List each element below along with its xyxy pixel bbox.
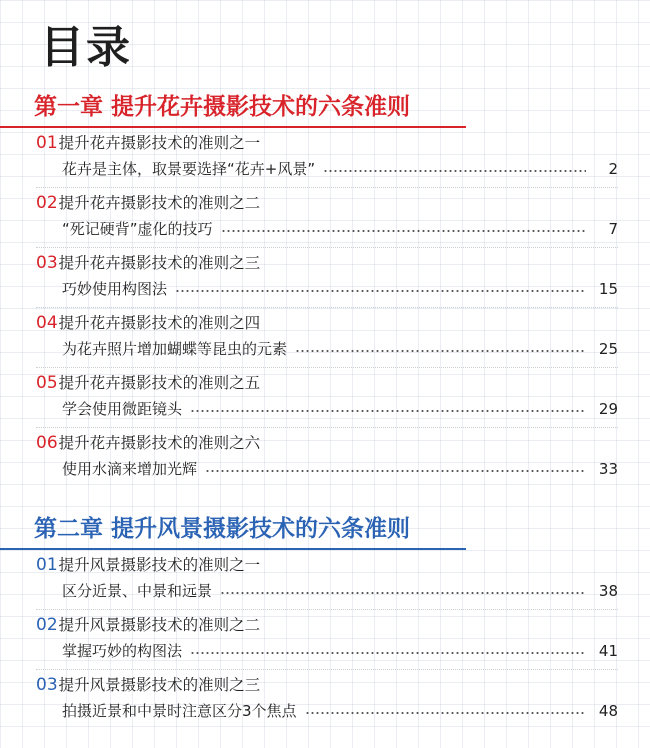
- rule-number: 03: [36, 253, 58, 273]
- entry-title: 区分近景、中景和远景: [62, 582, 213, 600]
- chapter-title[interactable]: 第一章 提升花卉摄影技术的六条准则: [34, 94, 411, 120]
- dot-leader: [190, 651, 586, 655]
- rule-heading: [36, 613, 260, 637]
- entry-title: 巧妙使用构图法: [62, 280, 168, 298]
- entry-line: [62, 639, 618, 663]
- toc-entry[interactable]: [0, 613, 650, 673]
- rule-title: 提升花卉摄影技术的准则之六: [58, 434, 261, 452]
- entry-line: [62, 337, 618, 361]
- page-title: 目录: [40, 22, 132, 73]
- entry-title: “死记硬背”虚化的技巧: [62, 220, 213, 238]
- entry-line: [62, 217, 618, 241]
- entry-divider: [36, 367, 618, 368]
- entry-divider: [36, 427, 618, 428]
- toc-entry[interactable]: [0, 131, 650, 191]
- entry-title: 掌握巧妙的构图法: [62, 642, 183, 660]
- toc-entry[interactable]: [0, 251, 650, 311]
- entry-divider: [36, 307, 618, 308]
- page-number: 2: [608, 160, 618, 178]
- entry-divider: [36, 187, 618, 188]
- page-number: 15: [598, 280, 618, 298]
- chapter-underline: [0, 126, 466, 128]
- rule-title: 提升风景摄影技术的准则之三: [58, 676, 261, 694]
- entry-divider: [36, 669, 618, 670]
- rule-heading: [36, 311, 260, 335]
- toc-entry[interactable]: [0, 431, 650, 491]
- rule-heading: [36, 431, 260, 455]
- entry-line: [62, 699, 618, 723]
- entry-divider: [36, 609, 618, 610]
- rule-heading: [36, 251, 260, 275]
- entry-title: 拍摄近景和中景时注意区分3个焦点: [62, 702, 297, 720]
- toc-entry[interactable]: [0, 191, 650, 251]
- chapter-underline: [0, 548, 466, 550]
- rule-title: 提升风景摄影技术的准则之二: [58, 616, 261, 634]
- entry-divider: [36, 247, 618, 248]
- page-number: 25: [598, 340, 618, 358]
- page-number: 41: [598, 642, 618, 660]
- dot-leader: [323, 169, 586, 173]
- rule-number: 01: [36, 133, 58, 153]
- entry-title: 使用水滴来增加光辉: [62, 460, 198, 478]
- rule-number: 02: [36, 615, 58, 635]
- toc-entry[interactable]: [0, 553, 650, 613]
- dot-leader: [175, 289, 586, 293]
- entry-title: 学会使用微距镜头: [62, 400, 183, 418]
- rule-title: 提升花卉摄影技术的准则之二: [58, 194, 261, 212]
- entry-title: 为花卉照片增加蝴蝶等昆虫的元素: [62, 340, 288, 358]
- rule-heading: [36, 131, 260, 155]
- rule-heading: [36, 553, 260, 577]
- chapter-title[interactable]: 第二章 提升风景摄影技术的六条准则: [34, 516, 411, 542]
- dot-leader: [205, 469, 586, 473]
- dot-leader: [190, 409, 586, 413]
- rule-number: 03: [36, 675, 58, 695]
- rule-number: 02: [36, 193, 58, 213]
- entry-title: 花卉是主体，取景要选择“花卉+风景”: [62, 160, 316, 178]
- rule-heading: [36, 673, 260, 697]
- dot-leader: [221, 229, 586, 233]
- page-number: 33: [598, 460, 618, 478]
- dot-leader: [220, 591, 586, 595]
- rule-title: 提升花卉摄影技术的准则之四: [58, 314, 261, 332]
- rule-number: 05: [36, 373, 58, 393]
- toc-entry[interactable]: [0, 311, 650, 371]
- page-number: 7: [608, 220, 618, 238]
- rule-heading: [36, 191, 260, 215]
- entry-line: [62, 397, 618, 421]
- rule-number: 06: [36, 433, 58, 453]
- rule-number: 01: [36, 555, 58, 575]
- rule-title: 提升花卉摄影技术的准则之一: [58, 134, 261, 152]
- rule-title: 提升花卉摄影技术的准则之五: [58, 374, 261, 392]
- dot-leader: [305, 711, 586, 715]
- toc-entry[interactable]: [0, 371, 650, 431]
- entry-line: [62, 277, 618, 301]
- rule-title: 提升花卉摄影技术的准则之三: [58, 254, 261, 272]
- rule-title: 提升风景摄影技术的准则之一: [58, 556, 261, 574]
- page-number: 29: [598, 400, 618, 418]
- entry-line: [62, 579, 618, 603]
- rule-number: 04: [36, 313, 58, 333]
- entry-line: [62, 157, 618, 181]
- rule-heading: [36, 371, 260, 395]
- entry-line: [62, 457, 618, 481]
- toc-entry[interactable]: [0, 673, 650, 733]
- dot-leader: [295, 349, 586, 353]
- page-number: 38: [598, 582, 618, 600]
- page-number: 48: [598, 702, 618, 720]
